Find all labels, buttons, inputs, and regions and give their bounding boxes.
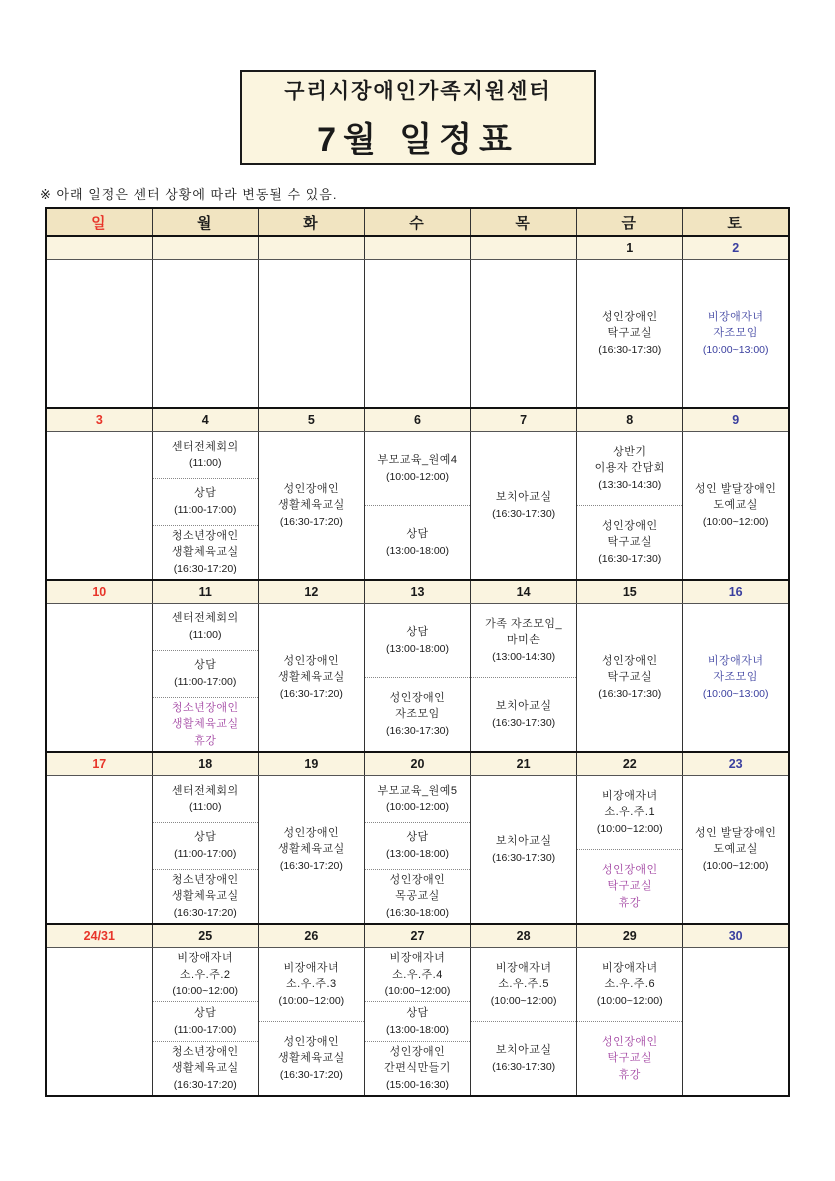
date-number <box>364 236 470 260</box>
event-time: (16:30-17:30) <box>385 724 450 737</box>
event-time: (11:00-17:00) <box>174 847 237 860</box>
day-cell-content <box>47 432 152 579</box>
event-title-line: 탁구교실 <box>607 1052 653 1065</box>
day-cell-content <box>577 260 682 407</box>
week-3-date-row <box>46 580 789 604</box>
event-title-line: 청소년장애인 <box>171 873 239 886</box>
day-cell-content <box>577 432 682 579</box>
event-title-line: 성인장애인 <box>389 691 446 704</box>
event-title-line: 소.우.주.6 <box>604 978 656 991</box>
event-title-line: 소.우.주.4 <box>392 968 443 981</box>
event-title-line: 휴강 <box>618 1068 641 1081</box>
day-cell <box>364 948 470 1097</box>
day-cell <box>46 604 152 753</box>
event-title-line: 비장애자녀 <box>601 961 658 974</box>
event-title-line: 상담 <box>194 1007 217 1020</box>
day-cell-content <box>577 776 682 923</box>
event-title-line: 소.우.주.1 <box>604 806 656 819</box>
day-cell-content <box>471 776 576 923</box>
event-title-line: 성인장애인 <box>283 1035 340 1048</box>
date-number <box>471 236 577 260</box>
schedule-event <box>577 260 682 407</box>
date-number: 25 <box>152 924 258 948</box>
date-number: 23 <box>683 752 789 776</box>
schedule-event <box>153 525 258 579</box>
date-number: 20 <box>364 752 470 776</box>
event-time: (10:00~13:00) <box>702 343 769 356</box>
schedule-event <box>471 948 576 1021</box>
event-title-line: 상담 <box>194 659 217 672</box>
event-time: (10:00~12:00) <box>172 985 239 997</box>
event-title-line: 탁구교실 <box>607 536 653 549</box>
day-cell <box>577 432 683 581</box>
schedule-event <box>365 1041 470 1095</box>
event-title-line: 생활체육교실 <box>277 499 345 512</box>
event-time: (10:00~12:00) <box>596 994 663 1007</box>
event-time: (13:00-18:00) <box>385 1023 450 1036</box>
day-cell <box>683 432 789 581</box>
event-time: (16:30-17:30) <box>598 552 662 565</box>
schedule-event <box>577 948 682 1021</box>
event-title-line: 상담 <box>406 831 429 844</box>
weekday-header-row <box>46 208 789 236</box>
schedule-event <box>471 432 576 579</box>
week-4-content-row <box>46 776 789 925</box>
date-number: 5 <box>258 408 364 432</box>
event-title-line: 상담 <box>194 831 217 844</box>
event-time: (10:00-12:00) <box>385 801 450 814</box>
date-number: 29 <box>577 924 683 948</box>
event-time: (13:00-18:00) <box>385 642 450 655</box>
day-cell <box>471 604 577 753</box>
day-cell-content <box>471 260 576 407</box>
event-title-line: 청소년장애인 <box>171 529 239 542</box>
schedule-event <box>365 677 470 751</box>
schedule-event <box>365 432 470 505</box>
event-time: (11:00) <box>188 801 222 814</box>
event-title-line: 자조모임 <box>713 671 758 684</box>
event-title-line: 청소년장애인 <box>171 701 239 714</box>
day-cell <box>577 948 683 1097</box>
schedule-event <box>577 604 682 751</box>
day-cell <box>46 432 152 581</box>
date-number: 13 <box>364 580 470 604</box>
event-title-line: 소.우.주.2 <box>179 968 231 981</box>
schedule-event <box>365 604 470 677</box>
week-1-content-row <box>46 260 789 409</box>
schedule-event <box>471 604 576 677</box>
event-title-line: 성인장애인 <box>389 1045 446 1058</box>
schedule-event <box>577 1021 682 1095</box>
event-time: (11:00-17:00) <box>174 675 237 688</box>
date-number: 30 <box>683 924 789 948</box>
event-title-line: 이용자 간담회 <box>594 462 665 475</box>
date-number: 2 <box>683 236 789 260</box>
day-cell-content <box>259 260 364 407</box>
event-title-line: 생활체육교실 <box>171 718 239 730</box>
day-cell <box>471 776 577 925</box>
date-number: 24/31 <box>46 924 152 948</box>
event-title-line: 소.우.주.3 <box>286 978 337 991</box>
day-cell <box>364 260 470 409</box>
center-name: 구리시장애인가족지원센터 <box>284 79 552 103</box>
schedule-event <box>153 1001 258 1040</box>
event-title-line: 도예교실 <box>713 499 758 512</box>
week-4-date-row <box>46 752 789 776</box>
weekday-header-3: 수 <box>364 208 470 236</box>
schedule-event <box>153 432 258 478</box>
schedule-event <box>153 948 258 1001</box>
title-box <box>240 70 596 165</box>
day-cell <box>471 260 577 409</box>
schedule-event <box>153 604 258 650</box>
day-cell <box>152 432 258 581</box>
weekday-header-1: 월 <box>152 208 258 236</box>
event-title-line: 목공교실 <box>395 890 440 903</box>
event-title-line: 자조모임 <box>713 327 758 340</box>
date-number: 11 <box>152 580 258 604</box>
event-time: (16:30-17:20) <box>173 562 237 575</box>
schedule-event <box>153 1041 258 1095</box>
day-cell <box>471 432 577 581</box>
event-title-line: 성인 발달장애인 <box>694 482 777 495</box>
event-time: (15:00-16:30) <box>385 1078 450 1091</box>
day-cell-content <box>365 432 470 579</box>
event-title-line: 성인장애인 <box>283 654 340 667</box>
day-cell-content <box>259 776 364 923</box>
day-cell <box>577 776 683 925</box>
date-number: 8 <box>577 408 683 432</box>
day-cell-content <box>683 776 788 923</box>
day-cell-content <box>683 604 788 751</box>
schedule-event <box>577 432 682 505</box>
event-title-line: 보치아교실 <box>495 700 552 713</box>
event-time: (16:30-18:00) <box>385 906 450 919</box>
date-number: 4 <box>152 408 258 432</box>
event-time: (10:00~12:00) <box>702 515 769 528</box>
event-time: (13:00-18:00) <box>385 847 450 860</box>
day-cell <box>683 260 789 409</box>
day-cell-content <box>365 604 470 751</box>
date-number: 21 <box>471 752 577 776</box>
week-3-content-row <box>46 604 789 753</box>
event-time: (13:00-14:30) <box>492 650 556 663</box>
schedule-event <box>365 776 470 822</box>
schedule-event <box>259 432 364 579</box>
date-number: 26 <box>258 924 364 948</box>
event-time: (10:00-12:00) <box>385 470 450 483</box>
date-number: 7 <box>471 408 577 432</box>
event-time: (13:30-14:30) <box>598 478 662 491</box>
schedule-event <box>153 697 258 752</box>
event-time: (10:00~13:00) <box>702 687 769 700</box>
schedule-event <box>153 650 258 697</box>
event-title-line: 가족 자조모임_ <box>485 617 563 630</box>
date-number: 18 <box>152 752 258 776</box>
schedule-event <box>365 869 470 923</box>
event-title-line: 휴강 <box>194 734 217 747</box>
event-title-line: 보치아교실 <box>495 835 552 848</box>
day-cell <box>471 948 577 1097</box>
day-cell <box>364 604 470 753</box>
schedule-event <box>259 776 364 923</box>
event-title-line: 생활체육교실 <box>171 1062 239 1075</box>
date-number: 15 <box>577 580 683 604</box>
date-number: 16 <box>683 580 789 604</box>
event-title-line: 탁구교실 <box>607 671 653 684</box>
schedule-event <box>259 948 364 1021</box>
weekday-header-5: 금 <box>577 208 683 236</box>
week-2-content-row <box>46 432 789 581</box>
page-title: 7월 일정표 <box>317 120 519 159</box>
date-number: 3 <box>46 408 152 432</box>
weekday-header-6: 토 <box>683 208 789 236</box>
event-title-line: 성인장애인 <box>601 863 658 876</box>
day-cell-content <box>153 776 258 923</box>
event-title-line: 성인장애인 <box>283 482 340 495</box>
day-cell <box>258 776 364 925</box>
event-title-line: 상담 <box>406 626 429 639</box>
event-time: (11:00-17:00) <box>174 503 237 516</box>
day-cell <box>364 432 470 581</box>
event-title-line: 비장애자녀 <box>177 952 234 964</box>
day-cell-content <box>47 776 152 923</box>
event-time: (16:30-17:30) <box>598 687 662 700</box>
event-time: (10:00~12:00) <box>702 859 769 872</box>
week-1-date-row <box>46 236 789 260</box>
day-cell <box>683 776 789 925</box>
day-cell <box>46 948 152 1097</box>
event-title-line: 성인장애인 <box>601 654 658 667</box>
event-title-line: 부모교육_원예4 <box>377 454 458 467</box>
event-title-line: 탁구교실 <box>607 327 653 340</box>
weekday-header-0: 일 <box>46 208 152 236</box>
event-title-line: 청소년장애인 <box>171 1045 239 1058</box>
event-time: (10:00~12:00) <box>384 985 451 997</box>
schedule-event <box>471 677 576 751</box>
schedule-event <box>365 822 470 869</box>
event-time: (10:00~12:00) <box>596 822 663 835</box>
schedule-event <box>365 1001 470 1040</box>
event-title-line: 마미손 <box>506 634 541 647</box>
event-title-line: 성인장애인 <box>389 873 446 886</box>
day-cell <box>577 260 683 409</box>
date-number <box>46 236 152 260</box>
day-cell-content <box>577 604 682 751</box>
day-cell-content <box>153 604 258 751</box>
event-time: (16:30-17:20) <box>279 687 343 700</box>
schedule-event <box>577 776 682 849</box>
event-title-line: 자조모임 <box>395 708 440 721</box>
day-cell-content <box>365 260 470 407</box>
day-cell <box>152 948 258 1097</box>
schedule-event <box>683 432 788 579</box>
schedule-event <box>259 1021 364 1095</box>
event-time: (16:30-17:30) <box>492 507 556 520</box>
event-title-line: 보치아교실 <box>495 1044 552 1057</box>
weekday-header-4: 목 <box>471 208 577 236</box>
day-cell <box>152 604 258 753</box>
event-time: (11:00-17:00) <box>174 1023 237 1036</box>
schedule-event <box>471 1021 576 1095</box>
date-number: 19 <box>258 752 364 776</box>
schedule-event <box>153 822 258 869</box>
event-title-line: 성인장애인 <box>601 310 658 323</box>
date-number: 9 <box>683 408 789 432</box>
event-time: (16:30-17:30) <box>492 716 556 729</box>
event-time: (11:00) <box>188 457 222 470</box>
event-title-line: 부모교육_원예5 <box>377 784 458 797</box>
day-cell-content <box>47 948 152 1095</box>
date-number: 28 <box>471 924 577 948</box>
event-title-line: 생활체육교실 <box>171 890 239 903</box>
event-time: (16:30-17:20) <box>279 515 343 528</box>
event-time: (10:00~12:00) <box>278 994 345 1007</box>
day-cell-content <box>47 604 152 751</box>
event-time: (10:00~12:00) <box>490 994 557 1007</box>
event-title-line: 비장애자녀 <box>601 789 658 802</box>
event-title-line: 센터전체회의 <box>171 784 239 797</box>
event-title-line: 센터전체회의 <box>171 612 239 625</box>
event-title-line: 보치아교실 <box>495 491 552 504</box>
day-cell-content <box>153 432 258 579</box>
date-number: 17 <box>46 752 152 776</box>
event-time: (16:30-17:30) <box>492 1060 556 1073</box>
event-title-line: 비장애자녀 <box>389 952 446 964</box>
day-cell-content <box>683 432 788 579</box>
date-number: 1 <box>577 236 683 260</box>
schedule-change-note: ※ 아래 일정은 센터 상황에 따라 변동될 수 있음. <box>40 187 338 202</box>
schedule-event <box>259 604 364 751</box>
event-title-line: 간편식만들기 <box>384 1062 451 1075</box>
schedule-event <box>153 869 258 923</box>
event-title-line: 성인장애인 <box>283 826 340 839</box>
date-number <box>258 236 364 260</box>
schedule-event <box>471 776 576 923</box>
event-time: (16:30-17:30) <box>598 343 662 356</box>
day-cell-content <box>259 604 364 751</box>
day-cell-content <box>577 948 682 1095</box>
event-title-line: 비장애자녀 <box>283 961 340 974</box>
event-title-line: 상담 <box>406 1007 429 1020</box>
day-cell <box>46 776 152 925</box>
event-time: (16:30-17:30) <box>492 851 556 864</box>
event-title-line: 도예교실 <box>713 843 758 856</box>
event-title-line: 상반기 <box>613 445 647 458</box>
date-number: 6 <box>364 408 470 432</box>
day-cell <box>46 260 152 409</box>
event-title-line: 소.우.주.5 <box>498 978 549 991</box>
event-title-line: 탁구교실 <box>607 880 653 893</box>
event-title-line: 상담 <box>406 528 429 541</box>
day-cell <box>258 604 364 753</box>
date-number: 22 <box>577 752 683 776</box>
day-cell-content <box>471 948 576 1095</box>
day-cell-content <box>153 260 258 407</box>
day-cell-content <box>683 948 788 1095</box>
day-cell-content <box>365 776 470 923</box>
day-cell-content <box>153 948 258 1095</box>
day-cell-content <box>47 260 152 407</box>
event-time: (16:30-17:20) <box>173 906 237 919</box>
event-time: (13:00-18:00) <box>385 544 450 557</box>
week-5-date-row <box>46 924 789 948</box>
event-time: (11:00) <box>188 628 222 641</box>
day-cell-content <box>259 948 364 1095</box>
schedule-event <box>683 776 788 923</box>
week-5-content-row <box>46 948 789 1097</box>
date-number: 10 <box>46 580 152 604</box>
day-cell <box>577 604 683 753</box>
event-title-line: 성인장애인 <box>601 1035 658 1048</box>
event-title-line: 비장애자녀 <box>707 654 764 667</box>
day-cell <box>258 948 364 1097</box>
day-cell <box>364 776 470 925</box>
day-cell-content <box>259 432 364 579</box>
event-title-line: 생활체육교실 <box>277 1052 345 1065</box>
event-title-line: 비장애자녀 <box>495 961 552 974</box>
schedule-event <box>365 505 470 579</box>
date-number <box>152 236 258 260</box>
event-title-line: 생활체육교실 <box>277 843 345 856</box>
event-time: (16:30-17:20) <box>279 1068 343 1081</box>
day-cell <box>152 260 258 409</box>
event-title-line: 성인 발달장애인 <box>694 826 777 839</box>
week-2-date-row <box>46 408 789 432</box>
day-cell <box>258 260 364 409</box>
day-cell-content <box>471 604 576 751</box>
calendar-table <box>45 207 790 1097</box>
event-title-line: 생활체육교실 <box>171 546 239 559</box>
event-title-line: 상담 <box>194 487 217 500</box>
day-cell-content <box>683 260 788 407</box>
day-cell <box>683 604 789 753</box>
event-time: (16:30-17:20) <box>173 1078 237 1091</box>
event-time: (16:30-17:20) <box>279 859 343 872</box>
schedule-event <box>153 776 258 822</box>
schedule-event <box>153 478 258 525</box>
event-title-line: 성인장애인 <box>601 519 658 532</box>
day-cell-content <box>365 948 470 1095</box>
date-number: 14 <box>471 580 577 604</box>
event-title-line: 센터전체회의 <box>171 440 239 453</box>
date-number: 27 <box>364 924 470 948</box>
day-cell <box>683 948 789 1097</box>
event-title-line: 생활체육교실 <box>277 671 345 684</box>
day-cell <box>258 432 364 581</box>
schedule-event <box>577 505 682 579</box>
schedule-event <box>365 948 470 1001</box>
day-cell-content <box>471 432 576 579</box>
date-number: 12 <box>258 580 364 604</box>
schedule-event <box>683 260 788 407</box>
event-title-line: 비장애자녀 <box>707 310 764 323</box>
weekday-header-2: 화 <box>258 208 364 236</box>
event-title-line: 휴강 <box>618 896 641 909</box>
schedule-event <box>577 849 682 923</box>
schedule-event <box>683 604 788 751</box>
day-cell <box>152 776 258 925</box>
